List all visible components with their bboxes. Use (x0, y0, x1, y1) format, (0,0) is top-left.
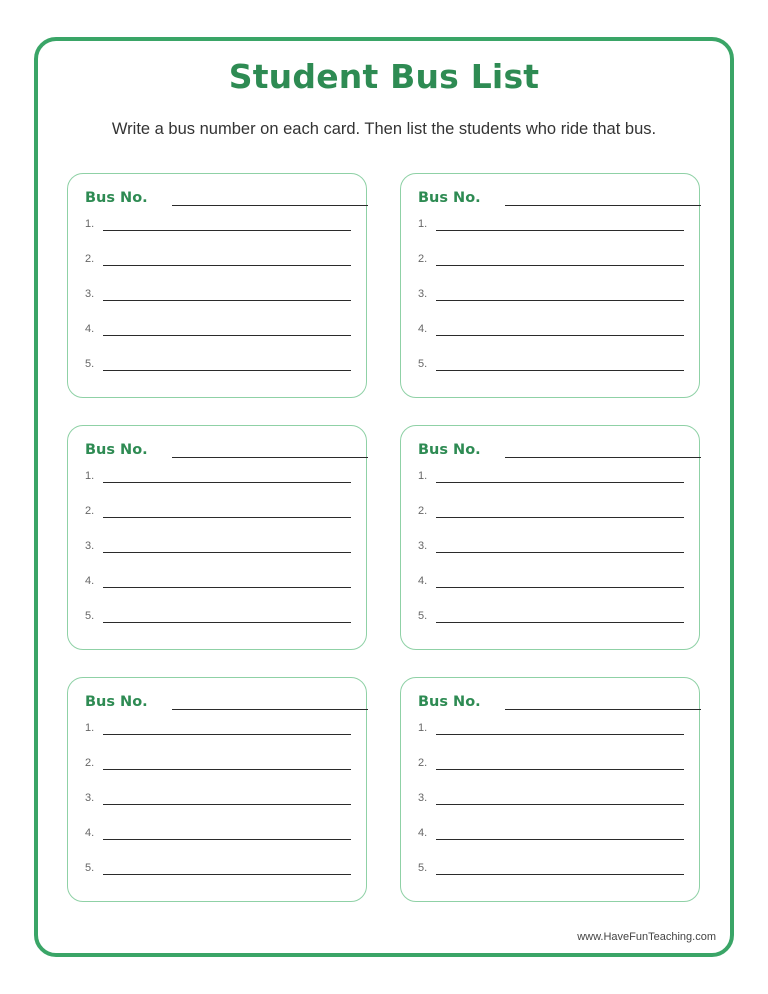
student-row-number: 2. (418, 253, 428, 265)
student-name-write-line[interactable] (436, 300, 684, 301)
student-name-write-line[interactable] (103, 769, 351, 770)
student-row-number: 2. (418, 757, 428, 769)
student-row-number: 5. (418, 358, 428, 370)
student-row-number: 4. (85, 575, 95, 587)
student-row-number: 5. (418, 862, 428, 874)
student-row (418, 321, 684, 339)
student-row-number: 1. (418, 218, 428, 230)
student-row-number: 5. (85, 610, 95, 622)
student-row (85, 608, 351, 626)
student-name-write-line[interactable] (103, 734, 351, 735)
student-row (418, 538, 684, 556)
student-row (85, 286, 351, 304)
student-name-write-line[interactable] (436, 482, 684, 483)
student-row (85, 573, 351, 591)
student-name-write-line[interactable] (103, 804, 351, 805)
bus-card (67, 425, 367, 650)
student-name-write-line[interactable] (103, 265, 351, 266)
bus-number-write-line[interactable] (172, 709, 368, 710)
student-row-number: 2. (418, 505, 428, 517)
student-row (85, 538, 351, 556)
page-title: Student Bus List (228, 57, 540, 96)
student-row (418, 720, 684, 738)
student-row (85, 825, 351, 843)
bus-number-write-line[interactable] (505, 457, 701, 458)
student-name-write-line[interactable] (436, 769, 684, 770)
student-row (418, 468, 684, 486)
student-row-number: 3. (85, 792, 95, 804)
student-row (418, 356, 684, 374)
student-row (418, 503, 684, 521)
student-row-number: 4. (418, 323, 428, 335)
bus-number-label: Bus No. (418, 442, 481, 458)
student-name-write-line[interactable] (103, 517, 351, 518)
student-name-write-line[interactable] (103, 482, 351, 483)
student-row (418, 216, 684, 234)
bus-number-write-line[interactable] (172, 457, 368, 458)
student-row-number: 4. (418, 575, 428, 587)
student-name-write-line[interactable] (436, 370, 684, 371)
student-row (418, 790, 684, 808)
student-row (418, 860, 684, 878)
bus-card (67, 173, 367, 398)
student-row (418, 286, 684, 304)
student-row (85, 790, 351, 808)
student-row (418, 251, 684, 269)
student-name-write-line[interactable] (103, 370, 351, 371)
student-name-write-line[interactable] (436, 587, 684, 588)
student-row-number: 3. (85, 288, 95, 300)
student-row (85, 860, 351, 878)
bus-card (400, 677, 700, 902)
bus-number-label: Bus No. (85, 442, 148, 458)
student-row-number: 2. (85, 253, 95, 265)
student-name-write-line[interactable] (103, 230, 351, 231)
student-name-write-line[interactable] (436, 552, 684, 553)
student-row-number: 4. (85, 323, 95, 335)
bus-number-write-line[interactable] (505, 205, 701, 206)
bus-number-header (418, 188, 684, 210)
student-row (85, 503, 351, 521)
student-name-write-line[interactable] (103, 587, 351, 588)
student-row (418, 825, 684, 843)
student-row-number: 3. (418, 792, 428, 804)
student-row-number: 1. (418, 470, 428, 482)
student-row-number: 1. (85, 470, 95, 482)
student-name-write-line[interactable] (103, 552, 351, 553)
student-row (85, 755, 351, 773)
student-name-write-line[interactable] (436, 230, 684, 231)
footer-website: www.HaveFunTeaching.com (577, 931, 716, 943)
student-row-number: 1. (85, 218, 95, 230)
student-name-write-line[interactable] (103, 874, 351, 875)
student-name-write-line[interactable] (436, 335, 684, 336)
student-row-number: 3. (85, 540, 95, 552)
student-row (85, 216, 351, 234)
student-row-number: 2. (85, 505, 95, 517)
bus-number-header (418, 440, 684, 462)
bus-card (67, 677, 367, 902)
student-name-write-line[interactable] (103, 300, 351, 301)
bus-number-header (85, 692, 351, 714)
bus-number-write-line[interactable] (172, 205, 368, 206)
student-row-number: 4. (85, 827, 95, 839)
instructions-text: Write a bus number on each card. Then list the students who ride that bus. (111, 120, 657, 138)
student-row (85, 251, 351, 269)
student-name-write-line[interactable] (436, 517, 684, 518)
student-row-number: 5. (85, 358, 95, 370)
student-name-write-line[interactable] (103, 839, 351, 840)
student-name-write-line[interactable] (436, 839, 684, 840)
student-name-write-line[interactable] (436, 622, 684, 623)
student-row (85, 720, 351, 738)
student-name-write-line[interactable] (103, 335, 351, 336)
bus-number-header (418, 692, 684, 714)
student-row-number: 3. (418, 288, 428, 300)
student-row-number: 4. (418, 827, 428, 839)
student-row (418, 755, 684, 773)
student-row-number: 1. (85, 722, 95, 734)
bus-number-header (85, 188, 351, 210)
bus-card (400, 425, 700, 650)
student-name-write-line[interactable] (436, 265, 684, 266)
student-row-number: 3. (418, 540, 428, 552)
student-name-write-line[interactable] (436, 804, 684, 805)
bus-number-label: Bus No. (85, 190, 148, 206)
student-row (418, 573, 684, 591)
student-row (85, 356, 351, 374)
student-row (418, 608, 684, 626)
student-row (85, 321, 351, 339)
student-name-write-line[interactable] (103, 622, 351, 623)
student-row-number: 2. (85, 757, 95, 769)
bus-number-label: Bus No. (418, 694, 481, 710)
student-row-number: 5. (85, 862, 95, 874)
student-name-write-line[interactable] (436, 874, 684, 875)
student-row (85, 468, 351, 486)
student-name-write-line[interactable] (436, 734, 684, 735)
bus-number-header (85, 440, 351, 462)
student-row-number: 5. (418, 610, 428, 622)
bus-number-label: Bus No. (418, 190, 481, 206)
bus-number-label: Bus No. (85, 694, 148, 710)
bus-card (400, 173, 700, 398)
bus-number-write-line[interactable] (505, 709, 701, 710)
student-row-number: 1. (418, 722, 428, 734)
